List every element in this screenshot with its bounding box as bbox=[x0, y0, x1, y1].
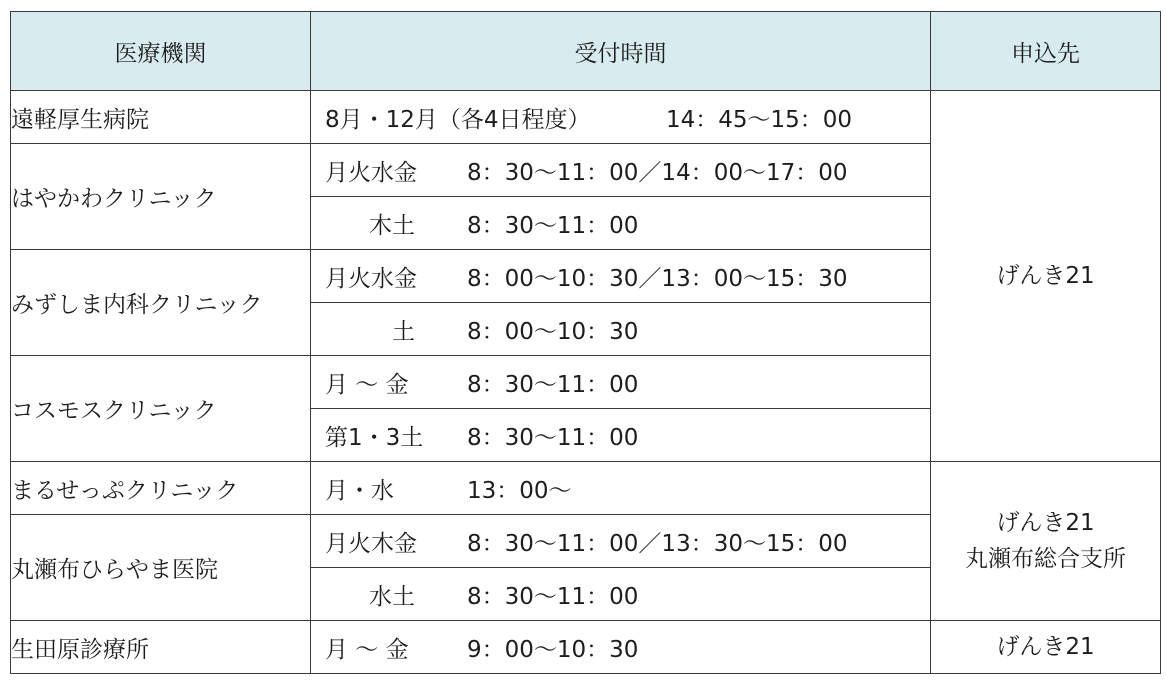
slot-time: 8：30〜11：00 bbox=[467, 583, 639, 610]
reception-slot bbox=[311, 409, 931, 462]
reception-slot bbox=[311, 515, 931, 568]
slot-time: 8：30〜11：00／14：00〜17：00 bbox=[467, 159, 848, 186]
header-destination: 申込先 bbox=[931, 12, 1161, 91]
slot-time: 8：00〜10：30／13：00〜15：30 bbox=[467, 265, 848, 292]
institution-name: まるせっぷクリニック bbox=[11, 462, 311, 515]
reception-slot bbox=[311, 621, 931, 674]
table-row bbox=[11, 462, 1161, 515]
slot-time: 9：00〜10：30 bbox=[467, 636, 639, 663]
slot-days: 月火水金 bbox=[325, 159, 417, 186]
slot-time: 8：00〜10：30 bbox=[467, 318, 639, 345]
slot-days: 月・水 bbox=[325, 477, 394, 504]
slot-days: 第1・3土 bbox=[325, 424, 424, 451]
header-institution: 医療機関 bbox=[11, 12, 311, 91]
reception-slot bbox=[311, 250, 931, 303]
reception-slot bbox=[311, 462, 931, 515]
slot-time: 8：30〜11：00 bbox=[467, 212, 639, 239]
header-row bbox=[11, 12, 1161, 91]
slot-days: 8月・12月（各4日程度） bbox=[325, 106, 591, 133]
table-row bbox=[11, 621, 1161, 674]
slot-days: 水土 bbox=[369, 583, 415, 610]
slot-time: 8：30〜11：00 bbox=[467, 424, 639, 451]
destination-genki21-marusefu bbox=[931, 462, 1161, 621]
slot-days: 月 〜 金 bbox=[325, 636, 409, 663]
slot-time: 13：00〜 bbox=[467, 477, 572, 504]
institution-name: 丸瀬布ひらやま医院 bbox=[11, 515, 311, 621]
slot-time: 8：30〜11：00／13：30〜15：00 bbox=[467, 530, 848, 557]
slot-days: 月火木金 bbox=[325, 530, 417, 557]
reception-slot bbox=[311, 91, 931, 144]
destination-genki21: げんき21 bbox=[931, 621, 1161, 674]
destination-line: 丸瀬布総合支所 bbox=[965, 546, 1126, 572]
reception-slot bbox=[311, 568, 931, 621]
institution-name: 遠軽厚生病院 bbox=[11, 91, 311, 144]
reception-slot bbox=[311, 303, 931, 356]
table-row bbox=[11, 91, 1161, 144]
destination-line: げんき21 bbox=[996, 510, 1095, 536]
institution-name: 生田原診療所 bbox=[11, 621, 311, 674]
slot-days: 土 bbox=[392, 318, 415, 345]
reception-slot bbox=[311, 356, 931, 409]
slot-days: 月 〜 金 bbox=[325, 371, 409, 398]
slot-days: 木土 bbox=[369, 212, 415, 239]
institution-name: はやかわクリニック bbox=[11, 144, 311, 250]
institution-name: コスモスクリニック bbox=[11, 356, 311, 462]
slot-time: 14：45〜15：00 bbox=[666, 106, 853, 133]
reception-slot bbox=[311, 144, 931, 197]
clinic-schedule-table bbox=[10, 11, 1161, 674]
header-reception-hours: 受付時間 bbox=[311, 12, 931, 91]
reception-slot bbox=[311, 197, 931, 250]
institution-name: みずしま内科クリニック bbox=[11, 250, 311, 356]
destination-genki21: げんき21 bbox=[931, 91, 1161, 462]
slot-days: 月火水金 bbox=[325, 265, 417, 292]
slot-time: 8：30〜11：00 bbox=[467, 371, 639, 398]
